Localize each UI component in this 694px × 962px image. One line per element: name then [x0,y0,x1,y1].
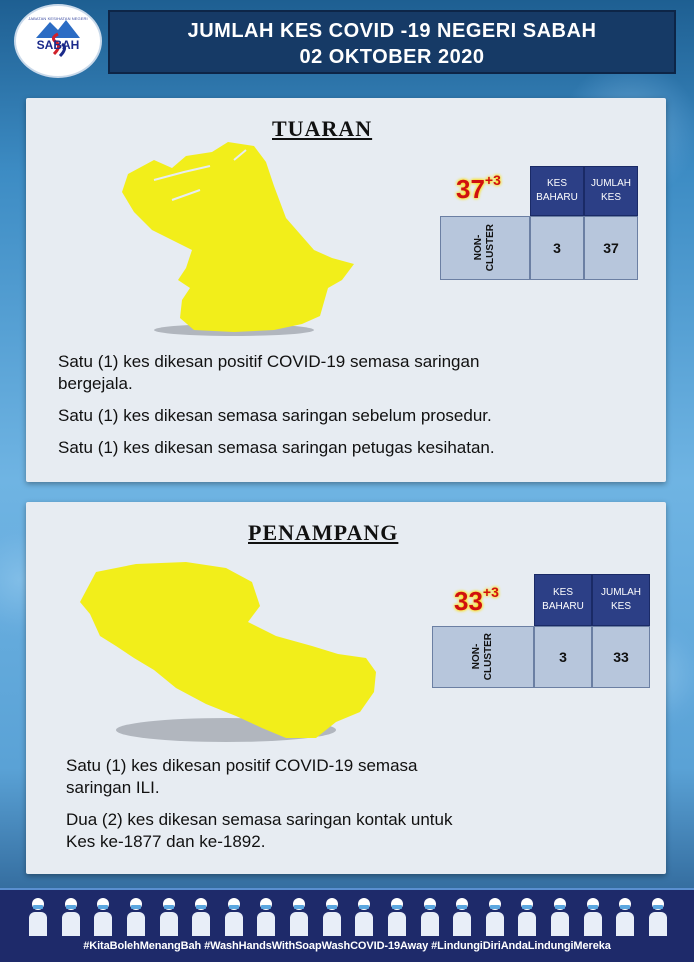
sabah-health-logo [14,4,102,78]
header-total-cases [592,574,650,626]
frontliner-icon [322,896,342,938]
frontliner-icon [61,896,81,938]
frontliner-icon [354,896,374,938]
tuaran-map [114,140,364,340]
map-shape [80,562,376,738]
increase-count: +3 [482,584,499,600]
row-label-non-cluster [432,626,534,688]
page-title: JUMLAH KES COVID -19 NEGERI SABAH [187,20,597,42]
frontliner-icon [420,896,440,938]
frontliner-icon [550,896,570,938]
description-line: bergejala. [58,374,133,393]
hashtag-text: #KitaBolehMenangBah #WashHandsWithSoapWashCOVID-19Away #LindungiDiriAndaLindungiMereka [83,940,611,952]
description-line: saringan ILI. [66,778,160,797]
total-count-value: 33 [454,586,483,616]
header-new-cases [534,574,592,626]
frontliner-icon [256,896,276,938]
header-total-line1: JUMLAH [590,178,631,189]
description-line: Dua (2) kes dikesan semasa saringan kontak untuk [66,810,453,829]
frontliner-icon [485,896,505,938]
frontliner-icon [517,896,537,938]
title-banner [108,10,676,74]
header-total-cases [584,166,638,216]
frontliner-icon [452,896,472,938]
logo-small-text: JABATAN KESIHATAN NEGERI [28,16,88,21]
description-line: Satu (1) kes dikesan positif COVID-19 semasa saringan [58,352,480,371]
penampang-map [76,562,386,752]
total-count [456,174,501,205]
footer-banner [0,888,694,962]
description-line: Satu (1) kes dikesan positif COVID-19 semasa [66,756,418,775]
frontliner-icon [615,896,635,938]
frontliner-icon [126,896,146,938]
row-label-line2: CLUSTER [483,633,494,681]
logo-word: SABAH [36,38,80,52]
description-line: Satu (1) kes dikesan semasa saringan petugas kesihatan. [58,438,495,457]
total-cases-value: 37 [584,216,638,280]
header-total-line2: KES [610,601,631,612]
header-new-cases [530,166,584,216]
frontliner-icon [289,896,309,938]
page-date: 02 OKTOBER 2020 [299,46,485,68]
header-total-line2: KES [600,192,621,203]
frontliner-icon [648,896,668,938]
total-cases-value: 33 [592,626,650,688]
new-cases-value: 3 [534,626,592,688]
frontliner-icon [191,896,211,938]
header-total-line1: JUMLAH [600,587,641,598]
description-line: Kes ke-1877 dan ke-1892. [66,832,266,851]
district-panel-penampang [26,502,666,874]
increase-count: +3 [484,172,501,188]
frontliner-icon [583,896,603,938]
description-line: Satu (1) kes dikesan semasa saringan sebelum prosedur. [58,406,492,425]
frontliner-icon [159,896,179,938]
header-new-line2: BAHARU [536,192,578,203]
total-count [454,586,499,617]
row-label-line2: CLUSTER [485,224,496,272]
frontliner-icon [93,896,113,938]
total-count-value: 37 [456,174,485,204]
district-name: PENAMPANG [248,520,399,545]
header-new-line1: KES [552,587,573,598]
new-cases-value: 3 [530,216,584,280]
frontliner-figures [28,896,668,938]
frontliner-icon [28,896,48,938]
header-new-line2: BAHARU [542,601,584,612]
district-name: TUARAN [272,116,373,141]
header-new-line1: KES [546,178,567,189]
row-label-line1: NON- [471,644,482,670]
row-label-non-cluster [440,216,530,280]
frontliner-icon [224,896,244,938]
row-label-line1: NON- [473,235,484,261]
frontliner-icon [387,896,407,938]
map-shape [122,142,354,332]
district-panel-tuaran [26,98,666,482]
